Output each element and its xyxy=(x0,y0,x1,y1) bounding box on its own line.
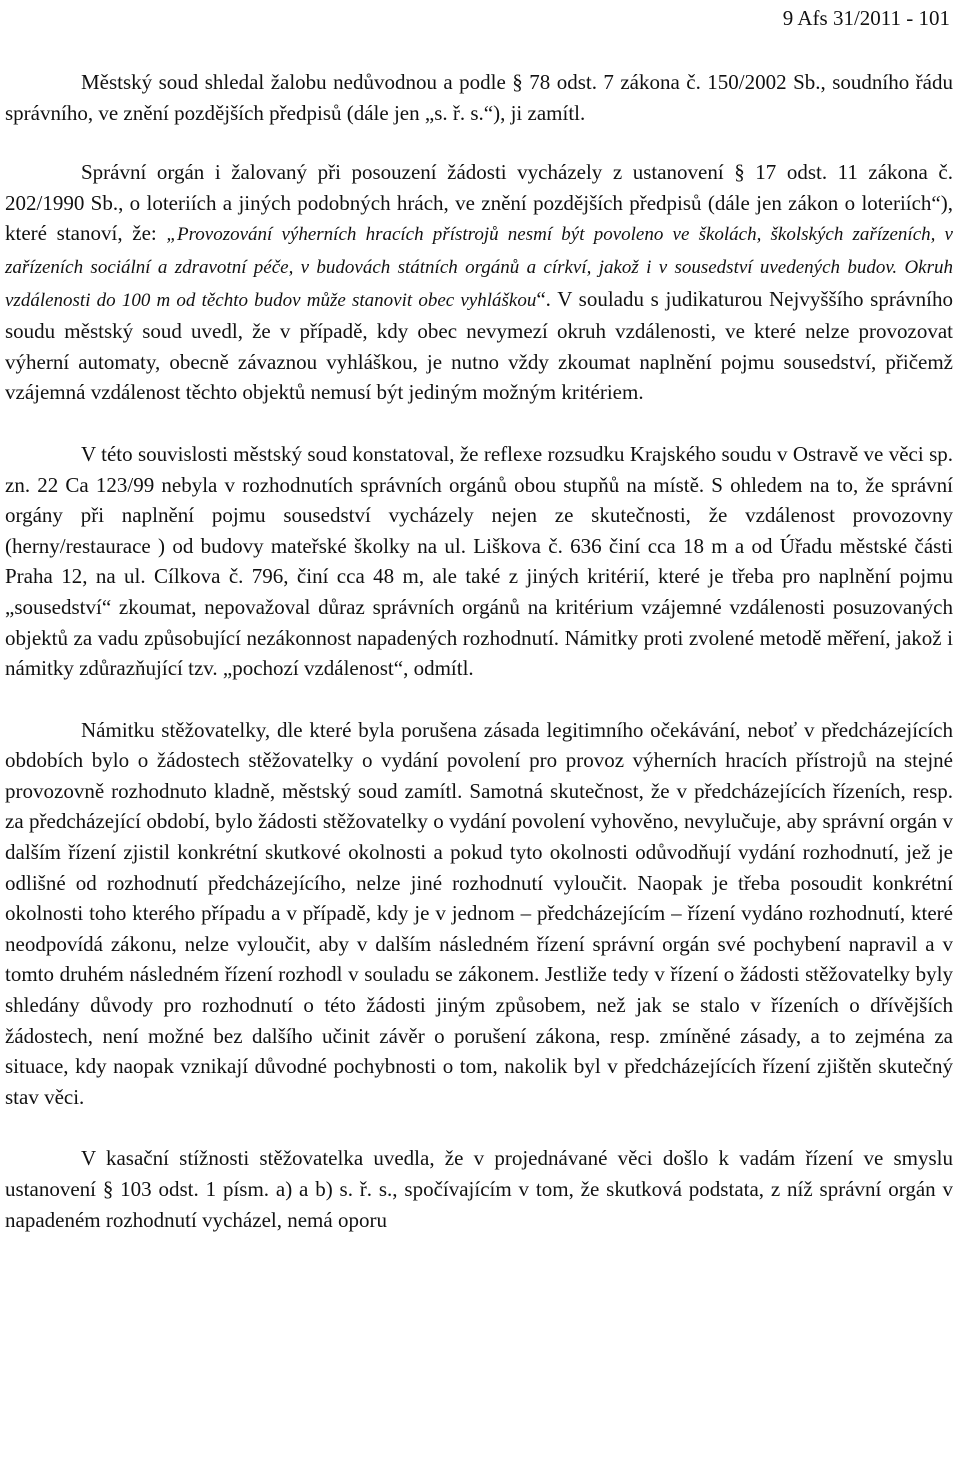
page-header-case-number: 9 Afs 31/2011 - 101 xyxy=(782,6,950,30)
document-body xyxy=(5,67,953,1235)
statute-quotation: „Provozování výherních hracích přístrojů nesmí být povoleno ve školách, školských zařízeních, v zařízeních sociální a zdravotní péče, v budovách státních orgánů a církví, jakož i v sousedství uvedených budov. Okruh vzdálenosti do 100 m od těchto budov může stanovit obec vyhláškou xyxy=(5,224,953,311)
paragraph-lottery-act xyxy=(5,157,953,408)
paragraph-lottery-act-conclusion: “. V souladu s judikaturou Nejvyššího správního soudu městský soud uvedl, že v případě, kdy obec nevymezí okruh vzdálenosti, ve které nelze provozovat výherní automaty, obecně závaznou vyhláškou, je nutno vždy zkoumat naplnění pojmu sousedství, přičemž vzájemná vzdálenost těchto objektů nemusí být jediným možným kritériem. xyxy=(5,286,953,405)
paragraph-cassation-complaint: V kasační stížnosti stěžovatelka uvedla, že v projednávané věci došlo k vadám řízení ve smyslu ustanovení § 103 odst. 1 písm. a) a b) s. ř. s., spočívajícím v tom, že skutková podstata, z níž správní orgán v napadeném rozhodnutí vycházel, nemá oporu xyxy=(5,1146,953,1232)
paragraph-legitimate-expectation: Námitku stěžovatelky, dle které byla porušena zásada legitimního očekávání, neboť v předcházejících obdobích bylo o žádostech stěžovatelky o vydání povolení pro provoz výherních hracích přístrojů na stejné provozovně rozhodnuto kladně, městský soud zamítl. Samotná skutečnost, že v předcházejících řízeních, resp. za předcházející období, bylo žádosti stěžovatelky o vydání povolení vyhověno, nevylučuje, aby správní orgán v dalším řízení zjistil konkrétní skutkové okolnosti a pokud tyto okolnosti odůvodňují vydání rozhodnutí, jež je odlišné od rozhodnutí předcházejícího, nelze jiné rozhodnutí vyloučit. Naopak je třeba posoudit konkrétní okolnosti toho kterého případu a v případě, kdy je v jednom – předcházejícím – řízení vydáno rozhodnutí, které neodpovídá zákonu, nelze vyloučit, aby v dalším následném řízení správní orgán své pochybení napravil a v tomto druhém následném řízení rozhodl v souladu se zákonem. Jestliže tedy v řízení o žádosti stěžovatelky byly shledány důvody pro rozhodnutí o této žádosti jiným způsobem, než jak se stalo v řízeních o dřívějších žádostech, není možné bez dalšího učinit závěr o porušení zákona, resp. zmíněné zásady, a to zejména za situace, kdy naopak vznikají důvodné pochybnosti o tom, nakolik byl v předcházejících řízení zjištěn skutečný stav věci. xyxy=(5,717,953,1109)
paragraph-neighbourhood-assessment: V této souvislosti městský soud konstatoval, že reflexe rozsudku Krajského soudu v Ostravě ve věci sp. zn. 22 Ca 123/99 nebyla v rozhodnutích správních orgánů obou stupňů na místě. S ohledem na to, že správní orgány při naplnění pojmu sousedství vycházely nejen ze skutečnosti, že vzdálenost provozovny (herny/restaurace ) od budovy mateřské školky na ul. Liškova č. 636 činí cca 18 m a od Úřadu městské části Praha 12, na ul. Cílkova č. 796, činí cca 48 m, ale také z jiných kritérií, které je třeba pro naplnění pojmu „sousedství“ zkoumat, nepovažoval důraz správních orgánů na kritérium vzájemné vzdálenosti posuzovaných objektů za vadu způsobující nezákonnost napadených rozhodnutí. Námitky proti zvolené metodě měření, jakož i námitky zdůrazňující tzv. „pochozí vzdálenost“, odmítl. xyxy=(5,441,953,681)
paragraph-lottery-act-intro: Správní orgán i žalovaný při posouzení žádosti vycházely z ustanovení § 17 odst. 11 zákona č. 202/1990 Sb., o loteriích a jiných podobných hrách, ve znění pozdějších předpisů (dále jen zákon o loteriích“), které stanoví, že: xyxy=(5,160,953,246)
paragraph-dismissal: Městský soud shledal žalobu nedůvodnou a podle § 78 odst. 7 zákona č. 150/2002 Sb., soudního řádu správního, ve znění pozdějších předpisů (dále jen „s. ř. s.“), ji zamítl. xyxy=(5,70,953,125)
